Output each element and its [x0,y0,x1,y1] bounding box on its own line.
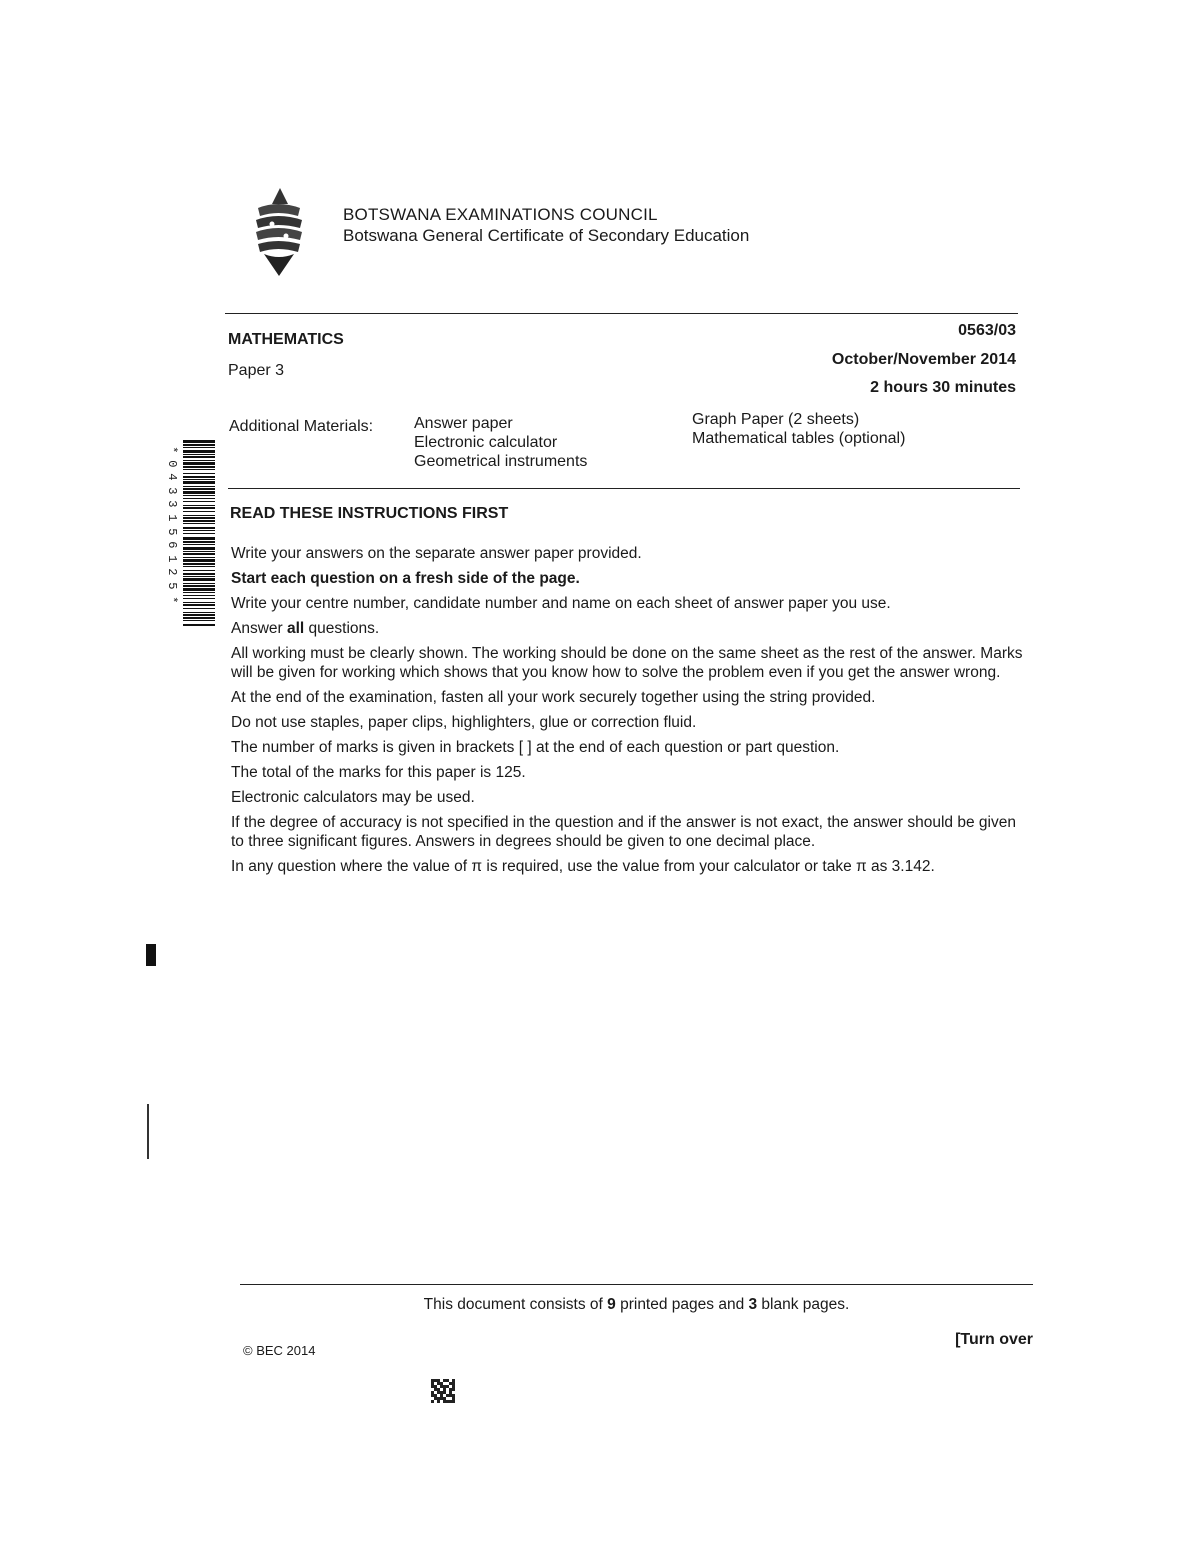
material-item: Mathematical tables (optional) [692,430,906,447]
material-item: Geometrical instruments [414,453,588,470]
instruction-item: Electronic calculators may be used. [231,789,475,806]
exam-duration: 2 hours 30 minutes [870,379,1016,396]
paper-number: Paper 3 [228,362,285,379]
materials-list-1 [414,414,587,471]
material-item: Graph Paper (2 sheets) [692,411,860,428]
divider-bottom [240,1284,1033,1285]
exam-code: 0563/03 [958,322,1016,339]
materials-label: Additional Materials: [229,418,374,435]
instruction-item: Do not use staples, paper clips, highlighters, glue or correction fluid. [231,714,697,731]
certificate-title: Botswana General Certificate of Secondary Education [343,226,750,245]
instruction-item: All working must be clearly shown. The working should be done on the same sheet as the rest of the answer. Marks will be given for working which shows that you know how to solve the problem even if you get the answer wrong. [231,645,1023,681]
page-count-note [240,1296,1033,1314]
instruction-item: Write your centre number, candidate number and name on each sheet of answer paper you use. [231,595,891,612]
instruction-item: The total of the marks for this paper is 125. [231,764,526,781]
barcode-digits: * 0 4 3 3 1 5 6 1 2 5 * [164,446,179,603]
council-name: BOTSWANA EXAMINATIONS COUNCIL [343,205,658,224]
qr-code-icon [431,1379,455,1403]
page-count-prefix: This document consists of [423,1296,608,1313]
page-count-middle: printed pages and [615,1296,749,1313]
divider-top [225,313,1018,314]
instruction-item: In any question where the value of π is required, use the value from your calculator or take π as 3.142. [231,858,935,875]
instruction-item: Write your answers on the separate answer paper provided. [231,545,642,562]
instruction-item: At the end of the examination, fasten all your work securely together using the string provided. [231,689,876,706]
scan-line [147,1104,149,1159]
subject-title: MATHEMATICS [228,331,344,348]
bec-logo-icon [250,186,308,278]
turn-over-note: [Turn over [955,1331,1033,1348]
blank-pages-count: 3 [748,1296,758,1313]
page-count-suffix: blank pages. [757,1296,850,1313]
printed-pages-count: 9 [607,1296,616,1313]
scan-mark [146,944,156,966]
instruction-item: The number of marks is given in brackets [ ] at the end of each question or part question. [231,739,840,756]
divider-middle [228,488,1020,489]
copyright: © BEC 2014 [243,1343,316,1358]
materials-list-2 [692,410,905,448]
material-item: Answer paper [414,415,513,432]
instruction-item: Start each question on a fresh side of the page. [231,570,580,587]
instructions-heading: READ THESE INSTRUCTIONS FIRST [230,505,509,522]
barcode-icon [183,440,215,626]
instruction-item: If the degree of accuracy is not specified in the question and if the answer is not exact, the answer should be given to three significant figures. Answers in degrees should be given to one decimal place. [231,814,1016,850]
material-item: Electronic calculator [414,434,558,451]
instruction-item: Answer all questions. [231,620,380,637]
exam-session: October/November 2014 [831,351,1016,368]
instructions-list [231,544,1026,882]
